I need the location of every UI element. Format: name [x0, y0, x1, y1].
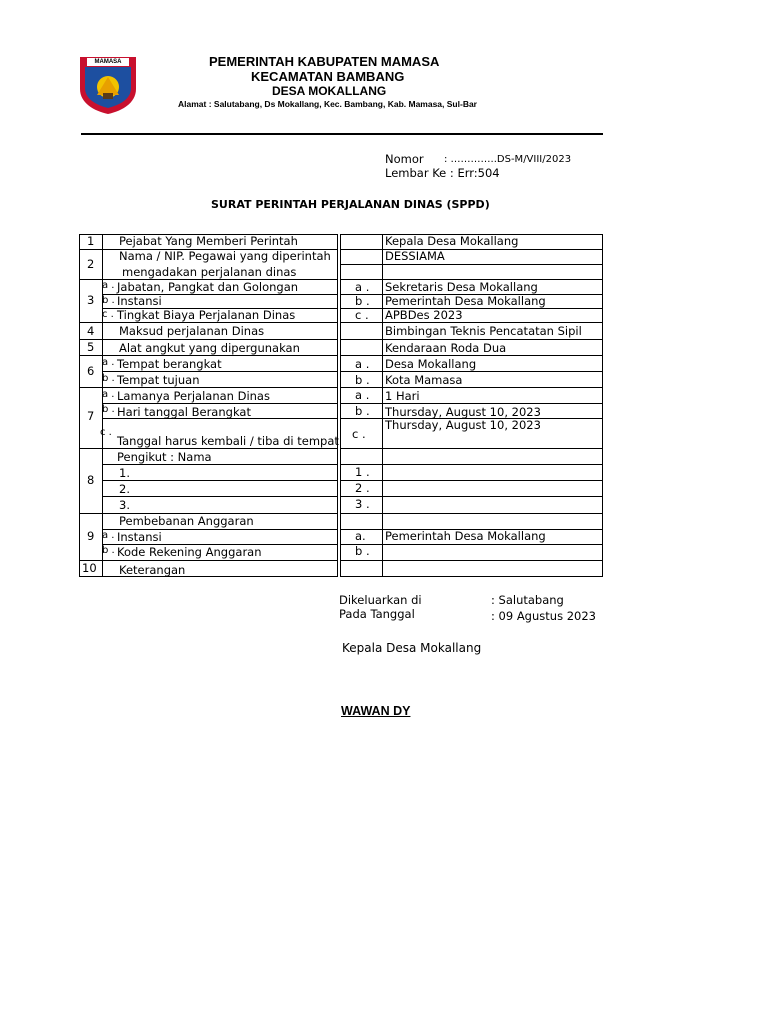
row-7-number: 7: [87, 409, 95, 423]
row-9-label: Pembebanan Anggaran: [119, 514, 254, 528]
row-5-number: 5: [87, 340, 95, 354]
row-6a-value: Desa Mokallang: [385, 357, 477, 371]
row-7b-letter: b .: [102, 404, 115, 415]
row-1-label: Pejabat Yang Memberi Perintah: [119, 234, 298, 248]
row-8-item-2: 2.: [119, 482, 130, 496]
issue-date-label: Pada Tanggal: [339, 607, 415, 621]
row-6a-label: Tempat berangkat: [117, 357, 222, 371]
signer-position: Kepala Desa Mokallang: [342, 641, 482, 655]
row-3b-sub: b .: [355, 294, 370, 308]
row-9a-sub: a.: [355, 529, 366, 543]
row-2-value: DESSIAMA: [385, 249, 445, 263]
row-8-sub-2: 2 .: [355, 481, 370, 495]
row-7a-value: 1 Hari: [385, 389, 420, 403]
signer-name: WAWAN DY: [341, 704, 411, 718]
row-9b-sub: b .: [355, 544, 370, 558]
header-village: DESA MOKALLANG: [272, 84, 387, 98]
row-7a-sub: a .: [355, 388, 370, 402]
row-7c-letter: c .: [100, 427, 112, 438]
row-4-value: Bimbingan Teknis Pencatatan Sipil: [385, 324, 582, 338]
header-district: KECAMATAN BAMBANG: [251, 69, 405, 84]
row-3a-letter: a .: [102, 280, 115, 291]
header-address: Alamat : Salutabang, Ds Mokallang, Kec. Bambang, Kab. Mamasa, Sul-Bar: [178, 99, 477, 109]
row-8-number: 8: [87, 473, 95, 487]
header-government: PEMERINTAH KABUPATEN MAMASA: [209, 54, 440, 69]
row-7b-label: Hari tanggal Berangkat: [117, 405, 251, 419]
row-10-number: 10: [82, 561, 97, 575]
row-1-number: 1: [87, 234, 95, 248]
row-3b-label: Instansi: [117, 294, 162, 308]
row-9a-value: Pemerintah Desa Mokallang: [385, 529, 546, 543]
row-6-number: 6: [87, 364, 95, 378]
row-3c-sub: c .: [355, 308, 369, 322]
nomor-value: : …………..DS-M/VIII/2023: [444, 154, 572, 165]
row-4-number: 4: [87, 324, 95, 338]
row-6a-letter: a .: [102, 357, 115, 368]
row-1-value: Kepala Desa Mokallang: [385, 234, 519, 248]
row-9b-letter: b .: [102, 545, 115, 556]
row-2-label-line2: mengadakan perjalanan dinas: [122, 265, 297, 279]
row-7c-sub: c .: [352, 427, 366, 441]
row-6a-sub: a .: [355, 357, 370, 371]
row-3a-label: Jabatan, Pangkat dan Golongan: [117, 280, 299, 294]
row-6b-label: Tempat tujuan: [117, 373, 200, 387]
row-7c-value: Thursday, August 10, 2023: [385, 418, 541, 432]
row-7c-label: Tanggal harus kembali / tiba di tempat: [117, 434, 339, 448]
issued-at-label: Dikeluarkan di: [339, 593, 422, 607]
row-2-number: 2: [87, 257, 95, 271]
row-3a-sub: a .: [355, 280, 370, 294]
row-3c-label: Tingkat Biaya Perjalanan Dinas: [117, 308, 296, 322]
row-10-label: Keterangan: [119, 563, 186, 577]
row-8-item-3: 3.: [119, 498, 130, 512]
row-3a-value: Sekretaris Desa Mokallang: [385, 280, 538, 294]
issue-date-value: : 09 Agustus 2023: [491, 609, 596, 623]
row-6b-sub: b .: [355, 373, 370, 387]
row-8-label: Pengikut : Nama: [117, 450, 212, 464]
row-8-sub-3: 3 .: [355, 497, 370, 511]
row-7b-sub: b .: [355, 404, 370, 418]
row-9a-letter: a .: [102, 530, 115, 541]
row-2-label-line1: Nama / NIP. Pegawai yang diperintah: [119, 249, 331, 263]
row-9b-label: Kode Rekening Anggaran: [117, 545, 262, 559]
row-3b-value: Pemerintah Desa Mokallang: [385, 294, 546, 308]
nomor-label: Nomor: [385, 152, 424, 166]
row-6b-letter: b .: [102, 373, 115, 384]
row-6b-value: Kota Mamasa: [385, 373, 463, 387]
row-5-label: Alat angkut yang dipergunakan: [119, 341, 300, 355]
row-3-number: 3: [87, 293, 95, 307]
row-9-number: 9: [87, 529, 95, 543]
row-7a-letter: a .: [102, 389, 115, 400]
row-8-item-1: 1.: [119, 466, 130, 480]
row-9a-label: Instansi: [117, 530, 162, 544]
row-7a-label: Lamanya Perjalanan Dinas: [117, 389, 270, 403]
row-3c-letter: c .: [102, 309, 114, 320]
row-4-label: Maksud perjalanan Dinas: [119, 324, 265, 338]
issued-at-value: : Salutabang: [491, 593, 564, 607]
row-7b-value: Thursday, August 10, 2023: [385, 405, 541, 419]
row-3c-value: APBDes 2023: [385, 308, 463, 322]
lembar-ke: Lembar Ke : Err:504: [385, 166, 500, 180]
row-5-value: Kendaraan Roda Dua: [385, 341, 507, 355]
document-title: SURAT PERINTAH PERJALANAN DINAS (SPPD): [211, 198, 490, 211]
logo-text: MAMASA: [94, 59, 122, 65]
row-8-sub-1: 1 .: [355, 465, 370, 479]
header-divider: [81, 133, 603, 135]
regency-logo: [77, 55, 139, 115]
row-3b-letter: b .: [102, 295, 115, 306]
